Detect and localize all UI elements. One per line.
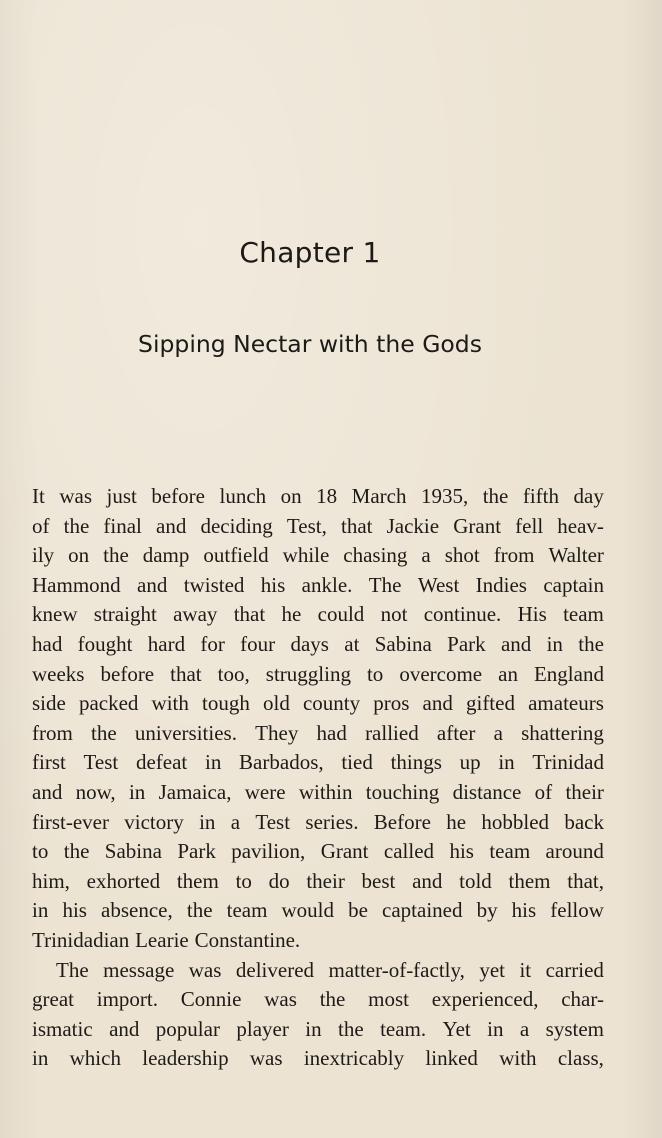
word: with: [151, 691, 189, 716]
word: of: [534, 779, 553, 804]
word: import.: [96, 987, 159, 1012]
word: in: [32, 898, 49, 923]
word: too,: [217, 661, 250, 686]
word: 1935,: [420, 484, 469, 508]
text-line: [32, 482, 604, 512]
text-line: [32, 748, 604, 778]
word: the: [103, 543, 129, 568]
text-line: [32, 867, 604, 897]
word: final: [103, 513, 142, 538]
word: series.: [305, 809, 359, 834]
word: pavilion,: [231, 839, 306, 864]
word: his: [511, 898, 537, 923]
word: them: [508, 868, 551, 893]
word: captained: [382, 898, 463, 923]
word: by: [476, 898, 498, 923]
word: They: [255, 720, 299, 745]
word: and: [422, 691, 453, 716]
word: Learie: [135, 927, 189, 952]
word: system: [545, 1016, 604, 1041]
word: deciding: [200, 513, 273, 538]
word: things: [390, 750, 442, 775]
text-line: [32, 778, 604, 808]
word: the: [578, 631, 604, 656]
word: hard: [147, 631, 186, 656]
chapter-title: Sipping Nectar with the Gods: [138, 330, 482, 358]
word: outfield: [203, 543, 269, 568]
word: tied: [341, 750, 373, 775]
word: the: [186, 898, 213, 923]
word: away: [173, 602, 218, 627]
word: around: [545, 839, 604, 864]
word: pros: [373, 691, 410, 716]
word: 18: [316, 484, 338, 508]
word: gifted: [465, 691, 515, 716]
word: old: [262, 691, 290, 716]
word: from: [493, 543, 535, 568]
word: team: [226, 898, 268, 923]
word: at: [344, 631, 360, 656]
word: popular: [155, 1016, 220, 1041]
word: and: [137, 572, 168, 597]
word: the: [63, 513, 90, 538]
word: he: [281, 602, 302, 627]
text-line: [32, 808, 604, 838]
word: which: [69, 1046, 121, 1071]
word: in: [546, 631, 563, 656]
word: Before: [373, 809, 431, 834]
word: and: [109, 1016, 140, 1041]
text-line: [32, 689, 604, 719]
word: he: [446, 809, 467, 834]
word: in: [487, 1016, 504, 1041]
word: inextricably: [303, 1046, 405, 1071]
word: in: [32, 1046, 49, 1071]
word: the: [91, 720, 117, 745]
word: a: [493, 720, 503, 745]
word: Grant: [320, 839, 369, 864]
word: hobbled: [481, 809, 550, 834]
word: His: [517, 602, 547, 627]
word: Sabina: [104, 839, 162, 864]
word: weeks: [32, 661, 85, 686]
word: within: [298, 779, 353, 804]
word: was: [59, 484, 92, 508]
word: delivered: [235, 957, 315, 982]
word: Test: [255, 809, 291, 834]
word: exhorted: [86, 868, 161, 893]
word: Jackie: [386, 513, 440, 538]
word: was: [264, 987, 297, 1012]
word: four: [240, 631, 276, 656]
word: just: [106, 484, 137, 508]
text-line: [32, 512, 604, 542]
word: absence,: [101, 898, 173, 923]
word: back: [564, 809, 604, 834]
word: most: [368, 987, 409, 1012]
word: and: [156, 513, 187, 538]
word: from: [32, 720, 73, 745]
word: be: [348, 898, 368, 923]
word: Sabina: [374, 631, 432, 656]
word: Walter: [548, 543, 604, 568]
text-line: [32, 956, 604, 986]
word: shot: [444, 543, 480, 568]
word: yet: [479, 957, 505, 982]
word: rallied: [365, 720, 419, 745]
word: struggling: [265, 661, 351, 686]
word: knew: [32, 602, 78, 627]
word: that: [170, 661, 202, 686]
word: matter-of-factly,: [328, 957, 465, 982]
word: packed: [78, 691, 139, 716]
word: had: [32, 631, 63, 656]
word: touching: [365, 779, 440, 804]
word: The: [56, 957, 89, 982]
word: carried: [545, 957, 604, 982]
word: for: [200, 631, 225, 656]
word: leadership: [142, 1046, 229, 1071]
word: his: [260, 572, 286, 597]
word: with: [499, 1046, 537, 1071]
text-line: [32, 600, 604, 630]
word: heav-: [557, 513, 604, 538]
word: best: [361, 868, 396, 893]
word: fell: [515, 513, 544, 538]
word: their: [565, 779, 604, 804]
word: England: [533, 661, 604, 686]
text-line: [32, 1015, 604, 1045]
word: them: [176, 868, 219, 893]
word: universities.: [134, 720, 237, 745]
word: his: [449, 839, 474, 864]
word: linked: [425, 1046, 478, 1071]
word: straight: [93, 602, 157, 627]
word: Indies: [475, 572, 527, 597]
word: experienced,: [431, 987, 539, 1012]
word: could: [317, 602, 365, 627]
word: Jamaica,: [158, 779, 232, 804]
word: first-ever: [32, 809, 109, 834]
word: the: [482, 484, 509, 508]
word: Trinidadian: [32, 927, 130, 952]
word: defeat: [135, 750, 188, 775]
word: char-: [561, 987, 604, 1012]
word: overcome: [399, 661, 483, 686]
word: in: [305, 1016, 322, 1041]
word: Barbados,: [239, 750, 324, 775]
word: told: [459, 868, 492, 893]
word: was: [188, 957, 222, 982]
word: while: [282, 543, 330, 568]
word: ismatic: [32, 1016, 93, 1041]
word: Trinidad: [532, 750, 604, 775]
word: not: [380, 602, 408, 627]
word: side: [32, 691, 66, 716]
word: before: [151, 484, 205, 508]
word: player: [236, 1016, 289, 1041]
word: fellow: [550, 898, 604, 923]
word: Connie: [180, 987, 242, 1012]
word: twisted: [183, 572, 245, 597]
chapter-label: Chapter 1: [239, 236, 381, 269]
word: a: [230, 809, 241, 834]
word: The: [368, 572, 402, 597]
word: would: [281, 898, 335, 923]
word: in: [204, 750, 222, 775]
word: it: [519, 957, 532, 982]
word: victory: [124, 809, 184, 834]
word: county: [302, 691, 361, 716]
word: class,: [557, 1046, 604, 1071]
word: were: [244, 779, 286, 804]
word: their: [306, 868, 345, 893]
word: and: [500, 631, 532, 656]
word: before: [100, 661, 155, 686]
word: damp: [142, 543, 190, 568]
text-line: [32, 660, 604, 690]
word: ankle.: [301, 572, 353, 597]
word: to: [32, 839, 49, 864]
word: fought: [77, 631, 133, 656]
word: the: [338, 1016, 364, 1041]
word: Test: [83, 750, 119, 775]
word: in: [128, 779, 146, 804]
word: his: [62, 898, 87, 923]
word: team: [563, 602, 604, 627]
word: an: [498, 661, 518, 686]
text-line: [32, 719, 604, 749]
word: that,: [567, 868, 604, 893]
word: first: [32, 750, 66, 775]
body-text: [32, 482, 604, 1074]
word: him,: [32, 868, 70, 893]
word: and: [32, 779, 63, 804]
word: and: [412, 868, 443, 893]
word: to: [235, 868, 252, 893]
word: team.: [380, 1016, 427, 1041]
word: Hammond: [32, 572, 121, 597]
word: on: [68, 543, 90, 568]
text-line: [32, 896, 604, 926]
text-line: [32, 837, 604, 867]
text-line: [32, 571, 604, 601]
word: was: [249, 1046, 283, 1071]
word: that: [233, 602, 266, 627]
text-line: [32, 985, 604, 1015]
word: team: [489, 839, 531, 864]
word: message: [103, 957, 175, 982]
text-line: [32, 541, 604, 571]
word: shattering: [521, 720, 604, 745]
word: lunch: [219, 484, 267, 508]
word: Test,: [286, 513, 327, 538]
word: after: [436, 720, 476, 745]
word: in: [498, 750, 515, 775]
word: Grant: [453, 513, 502, 538]
word: called: [383, 839, 435, 864]
word: tough: [202, 691, 250, 716]
word: West: [417, 572, 460, 597]
word: chasing: [343, 543, 408, 568]
word: do: [268, 868, 290, 893]
word: to: [366, 661, 384, 686]
word: a: [519, 1016, 530, 1041]
word: day: [573, 484, 604, 508]
word: up: [459, 750, 481, 775]
text-line: [32, 630, 604, 660]
word: great: [32, 987, 74, 1012]
word: distance: [452, 779, 522, 804]
word: now,: [75, 779, 116, 804]
word: Park: [447, 631, 486, 656]
word: Yet: [442, 1016, 471, 1041]
word: fifth: [522, 484, 560, 508]
word: in: [199, 809, 216, 834]
word: on: [280, 484, 302, 508]
word: Constantine.: [194, 927, 301, 952]
word: continue.: [423, 602, 502, 627]
text-line: [32, 926, 604, 956]
word: the: [63, 839, 90, 864]
word: of: [32, 513, 50, 538]
word: days: [290, 631, 329, 656]
word: captain: [543, 572, 604, 597]
word: amateurs: [528, 691, 604, 716]
word: a: [421, 543, 431, 568]
word: Park: [177, 839, 216, 864]
word: had: [316, 720, 347, 745]
word: March: [351, 484, 407, 508]
word: that: [340, 513, 373, 538]
word: It: [32, 484, 45, 508]
word: the: [319, 987, 346, 1012]
text-line: [32, 1044, 604, 1074]
word: ily: [32, 543, 55, 568]
